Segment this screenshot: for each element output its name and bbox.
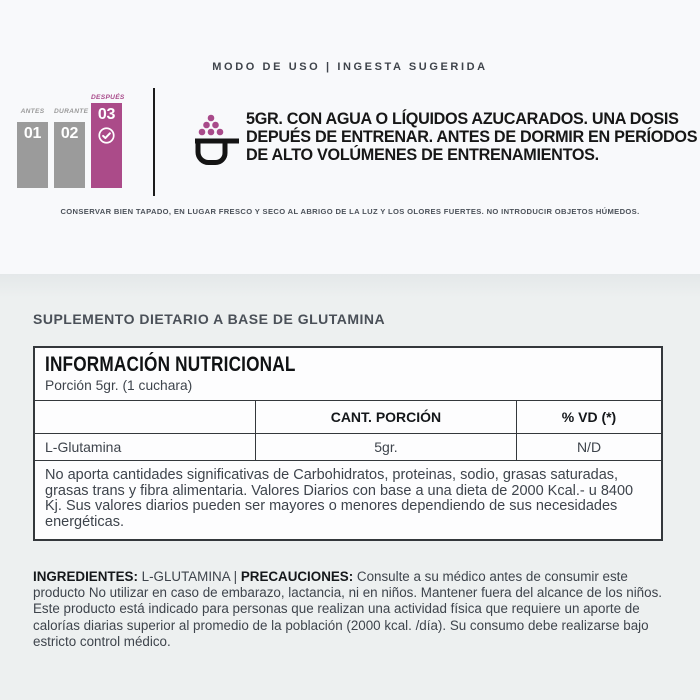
- serving-size: Porción 5gr. (1 cuchara): [45, 378, 193, 393]
- vertical-divider: [153, 88, 155, 196]
- step-bar-despues: [91, 103, 122, 188]
- section-title: MODO DE USO | INGESTA SUGERIDA: [212, 61, 488, 73]
- nutrition-table-title: INFORMACIÓN NUTRICIONAL: [45, 353, 296, 376]
- step-label-durante: DURANTE: [54, 108, 89, 115]
- ingredients-value: L-GLUTAMINA |: [137, 569, 241, 584]
- step-number: 02: [60, 125, 79, 142]
- step-label-despues: DESPUÉS: [91, 94, 125, 101]
- precautions-label: PRECAUCIONES:: [240, 569, 354, 584]
- product-subtitle: SUPLEMENTO DIETARIO A BASE DE GLUTAMINA: [33, 311, 386, 327]
- precautions-text: Consulte a su médico antes de consumir este producto No utilizar en caso de embarazo, lactancia, ni en niños. Mantener fuera del alcance de los niños. Este producto está indicado para personas que realizan una actividad física que requiere un aporte de calorías diarias superior al promedio de la población (2000 kcal. /día). Su consumo debe realizarse bajo estricto control médico.: [33, 569, 662, 649]
- dosage-instructions: 5GR. CON AGUA O LÍQUIDOS AZUCARADOS. UNA DOSIS DEPUÉS DE ENTRENAR. ANTES DE DORMIR EN PERÍODOS DE ALTO VOLÚMENES DE ENTRENAMIENTOS.: [246, 110, 698, 164]
- step-number: 03: [97, 106, 116, 123]
- scoop-with-powder-icon: [190, 111, 242, 174]
- nutrient-vd: N/D: [517, 434, 663, 461]
- nutrition-note-cell: [34, 461, 662, 541]
- step-label-antes: ANTES: [20, 108, 45, 115]
- nutrition-table: [33, 346, 663, 541]
- nutrition-note: No aporta cantidades significativas de Carbohidratos, proteinas, sodio, grasas saturadas, grasas trans y fibra alimentaria. Valores Diarios con base a una dieta de 2000 Kcal.- u 8400 Kj. Sus valores diarios pueden ser mayores o menores dependiendo de sus necesidades energéticas.: [45, 467, 634, 530]
- storage-note: CONSERVAR BIEN TAPADO, EN LUGAR FRESCO Y SECO AL ABRIGO DE LA LUZ Y LOS OLORES FUERTES. NO INTRODUCIR OBJETOS HÚMEDOS.: [60, 207, 640, 216]
- nutrient-amount: 5gr.: [255, 434, 516, 461]
- column-header-vd: % VD (*): [517, 401, 663, 434]
- column-header-cant-porcion: CANT. PORCIÓN: [255, 401, 516, 434]
- powder-dots: [199, 115, 224, 136]
- check-circle-icon: [91, 126, 122, 150]
- nutrient-name: L-Glutamina: [34, 434, 255, 461]
- ingredients-precautions: [33, 569, 669, 650]
- step-bar-antes: [17, 122, 48, 188]
- step-number: 01: [23, 125, 42, 142]
- section-divider-band: [0, 274, 700, 298]
- column-header-empty: [34, 401, 255, 434]
- nutrition-table-header-cell: [34, 347, 662, 401]
- table-row: [34, 434, 662, 461]
- step-bar-durante: [54, 122, 85, 188]
- ingredients-label: INGREDIENTES:: [33, 569, 138, 584]
